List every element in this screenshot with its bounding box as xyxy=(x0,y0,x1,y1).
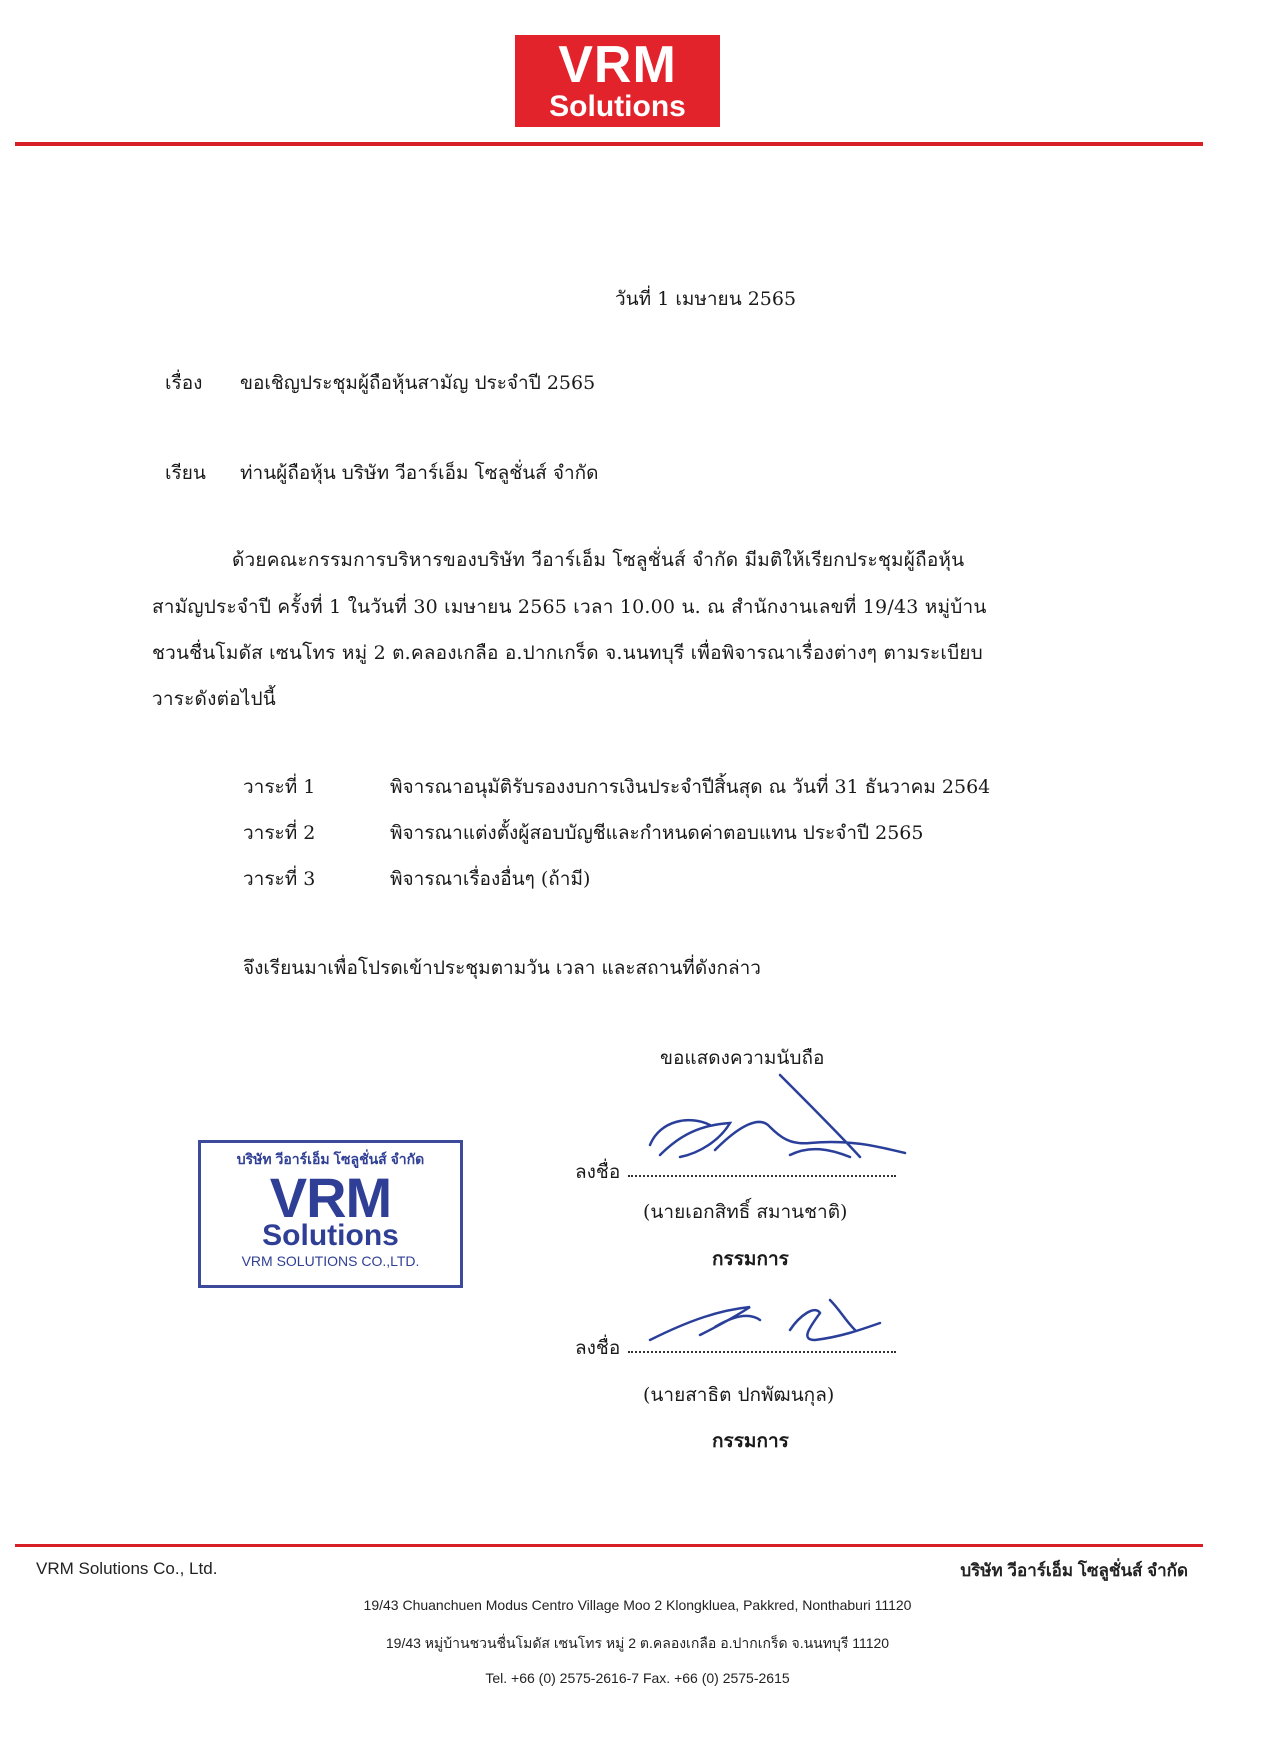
stamp-solutions-text: Solutions xyxy=(262,1219,399,1252)
recipient-label: เรียน xyxy=(165,462,206,484)
signature-2-line xyxy=(628,1351,896,1353)
signature-1-mark xyxy=(620,1065,920,1180)
signer-2-name: (นายสาธิต ปกพัฒนกุล) xyxy=(643,1384,835,1406)
footer-address-th: 19/43 หมู่บ้านชวนชื่นโมดัส เซนโทร หมู่ 2 ต.คลองเกลือ อ.ปากเกร็ด จ.นนทบุรี 11120 xyxy=(385,1635,890,1651)
company-logo xyxy=(515,35,720,127)
stamp-company-en: VRM SOLUTIONS CO.,LTD. xyxy=(241,1253,420,1269)
agenda-label: วาระที่ 1 xyxy=(243,776,316,798)
agenda-item: พิจารณาแต่งตั้งผู้สอบบัญชีและกำหนดค่าตอบแทน ประจำปี 2565 xyxy=(390,822,924,844)
closing-text: จึงเรียนมาเพื่อโปรดเข้าประชุมตามวัน เวลา และสถานที่ดังกล่าว xyxy=(243,957,761,979)
signature-1-label: ลงชื่อ xyxy=(575,1161,621,1183)
signer-1-name: (นายเอกสิทธิ์ สมานชาติ) xyxy=(643,1201,848,1223)
body-line: ชวนชื่นโมดัส เซนโทร หมู่ 2 ต.คลองเกลือ อ.ปากเกร็ด จ.นนทบุรี เพื่อพิจารณาเรื่องต่างๆ ตามระเบียบ xyxy=(152,642,983,664)
company-stamp xyxy=(198,1140,463,1288)
header-divider xyxy=(15,142,1203,146)
footer-company-en: VRM Solutions Co., Ltd. xyxy=(36,1559,218,1578)
recipient-text: ท่านผู้ถือหุ้น บริษัท วีอาร์เอ็ม โซลูชั่นส์ จำกัด xyxy=(240,462,599,484)
signature-2-mark xyxy=(640,1285,900,1365)
signature-1-line xyxy=(628,1175,896,1177)
agenda-item: พิจารณาเรื่องอื่นๆ (ถ้ามี) xyxy=(390,868,591,890)
signer-1-position: กรรมการ xyxy=(712,1248,789,1270)
regards-text: ขอแสดงความนับถือ xyxy=(660,1047,825,1069)
letter-date: วันที่ 1 เมษายน 2565 xyxy=(615,288,797,310)
subject-label: เรื่อง xyxy=(165,372,203,394)
agenda-label: วาระที่ 3 xyxy=(243,868,316,890)
body-line: วาระดังต่อไปนี้ xyxy=(152,688,276,710)
footer-company-th: บริษัท วีอาร์เอ็ม โซลูชั่นส์ จำกัด xyxy=(960,1561,1188,1580)
agenda-item: พิจารณาอนุมัติรับรองงบการเงินประจำปีสิ้นสุด ณ วันที่ 31 ธันวาคม 2564 xyxy=(390,776,991,798)
signature-2-label: ลงชื่อ xyxy=(575,1337,621,1359)
logo-solutions-text: Solutions xyxy=(549,90,686,123)
logo-vrm-text: VRM xyxy=(558,36,677,94)
subject-text: ขอเชิญประชุมผู้ถือหุ้นสามัญ ประจำปี 2565 xyxy=(240,372,596,394)
footer-address-en: 19/43 Chuanchuen Modus Centro Village Moo 2 Klongkluea, Pakkred, Nonthaburi 11120 xyxy=(363,1597,912,1613)
body-line: ด้วยคณะกรรมการบริหารของบริษัท วีอาร์เอ็ม โซลูชั่นส์ จำกัด มีมติให้เรียกประชุมผู้ถือหุ้น xyxy=(232,549,965,571)
footer-divider xyxy=(15,1544,1203,1547)
agenda-label: วาระที่ 2 xyxy=(243,822,316,844)
stamp-company-thai: บริษัท วีอาร์เอ็ม โซลูชั่นส์ จำกัด xyxy=(236,1151,425,1167)
stamp-vrm-text: VRM xyxy=(269,1166,392,1229)
footer-contact: Tel. +66 (0) 2575-2616-7 Fax. +66 (0) 2575-2615 xyxy=(485,1670,790,1686)
signer-2-position: กรรมการ xyxy=(712,1430,789,1452)
body-line: สามัญประจำปี ครั้งที่ 1 ในวันที่ 30 เมษายน 2565 เวลา 10.00 น. ณ สำนักงานเลขที่ 19/43 หมู่บ้าน xyxy=(152,596,987,618)
